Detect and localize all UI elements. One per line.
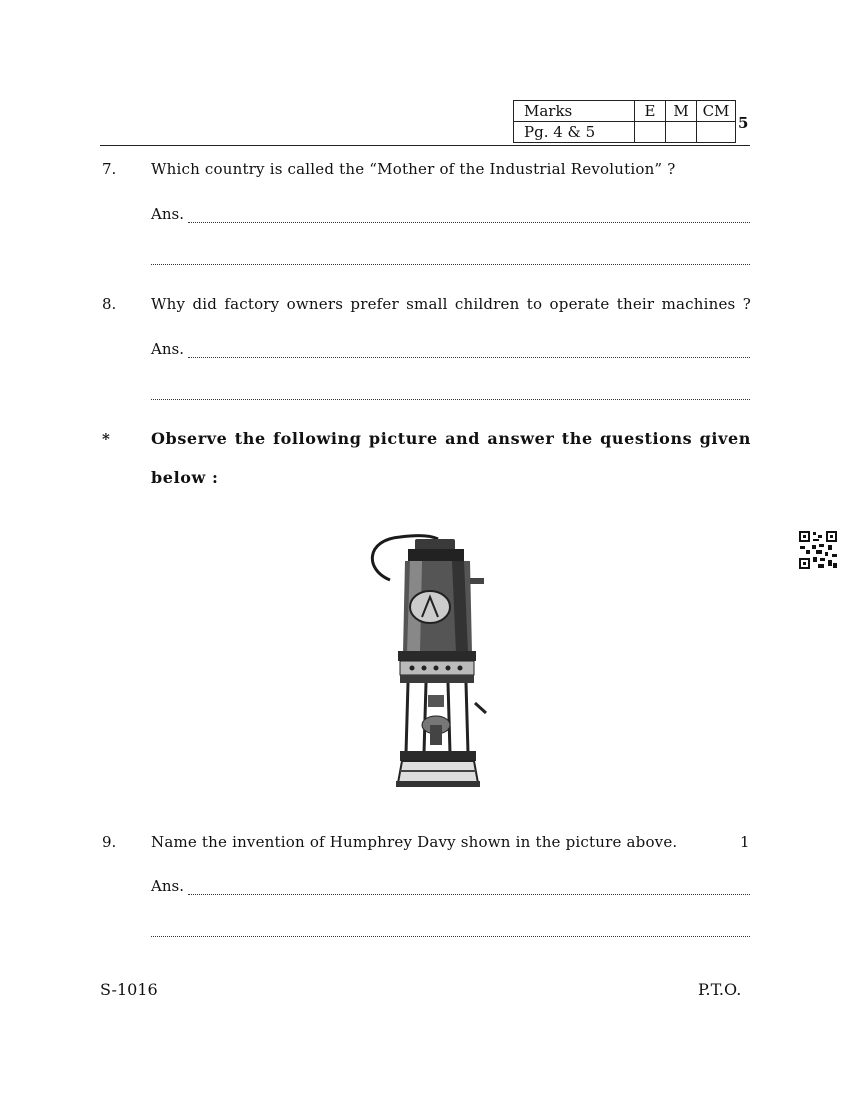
- question-8-answer-line[interactable]: [151, 340, 750, 358]
- safety-lamp-icon: [360, 525, 500, 790]
- answer-dots: [188, 209, 750, 223]
- question-9-marks: 1: [740, 833, 750, 851]
- instruction-line-2: below :: [151, 468, 219, 487]
- answer-label: Ans.: [151, 340, 184, 358]
- marks-col-m: M: [666, 101, 697, 122]
- answer-label: Ans.: [151, 205, 184, 223]
- marks-m-cell: [666, 122, 697, 143]
- question-7-answer-line-2[interactable]: [151, 264, 750, 265]
- question-8-number: 8.: [102, 295, 117, 313]
- question-7-number: 7.: [102, 160, 117, 178]
- question-9-text: Name the invention of Humphrey Davy shown in the picture above.: [151, 833, 678, 851]
- question-7-answer-line[interactable]: [151, 205, 750, 223]
- question-9-answer-line[interactable]: [151, 877, 750, 895]
- answer-dots: [188, 881, 750, 895]
- marks-col-cm: CM: [697, 101, 736, 122]
- instruction-line-1: Observe the following picture and answer the questions given: [151, 429, 751, 448]
- marks-cm-cell: [697, 122, 736, 143]
- marks-e-cell: [635, 122, 666, 143]
- qr-code-icon: [798, 530, 838, 570]
- marks-table: [513, 100, 736, 143]
- question-7-text: Which country is called the “Mother of the Industrial Revolution” ?: [151, 160, 676, 178]
- instruction-marker: *: [102, 430, 110, 448]
- question-8-text: Why did factory owners prefer small children to operate their machines ?: [151, 295, 751, 313]
- pto-label: P.T.O.: [698, 980, 742, 999]
- answer-dots: [188, 344, 750, 358]
- question-9-number: 9.: [102, 833, 117, 851]
- answer-label: Ans.: [151, 877, 184, 895]
- page-number: 5: [738, 114, 749, 132]
- marks-col-e: E: [635, 101, 666, 122]
- header-divider: [100, 145, 750, 146]
- question-8-answer-line-2[interactable]: [151, 399, 750, 400]
- question-9-answer-line-2[interactable]: [151, 936, 750, 937]
- paper-code: S-1016: [100, 980, 158, 999]
- marks-label: Marks: [514, 101, 635, 122]
- marks-pages: Pg. 4 & 5: [514, 122, 635, 143]
